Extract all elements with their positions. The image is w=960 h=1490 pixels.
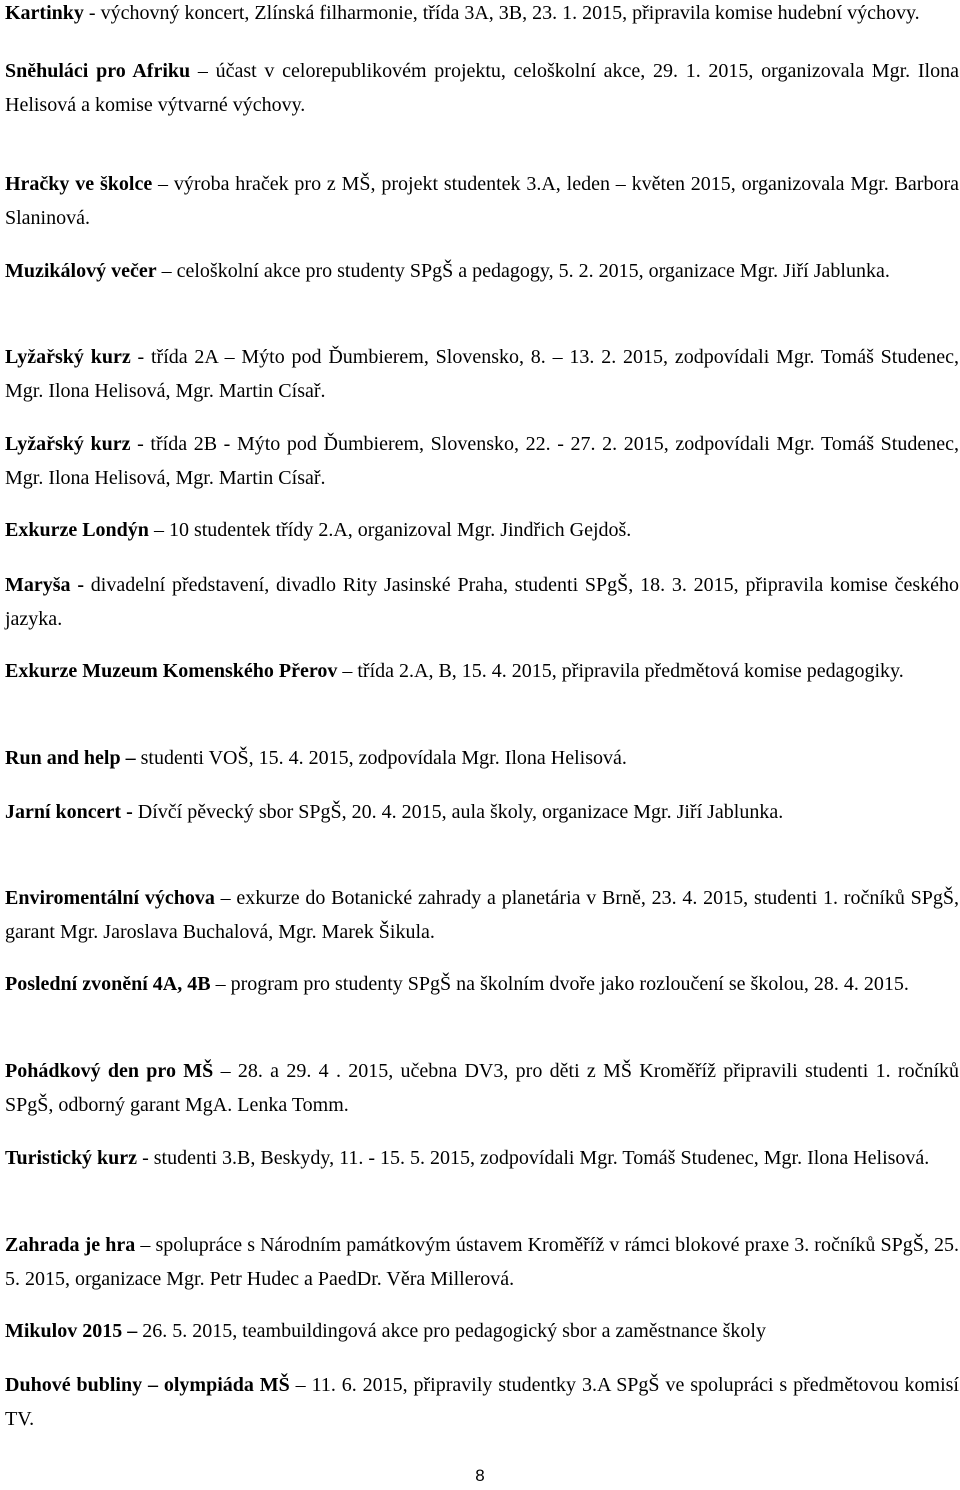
entry-mikulov	[5, 1314, 959, 1348]
entry-zahrada-je-hra	[5, 1228, 959, 1296]
entry-text: – exkurze do Botanické zahrady a planetária v Brně, 23. 4. 2015, studenti 1. ročníků SPgŠ, garant Mgr. Jaroslava Buchalová, Mgr. Marek Šikula.	[5, 887, 959, 943]
entry-lyzarsky-kurz-2a	[5, 340, 959, 408]
entry-title: Muzikálový večer	[5, 260, 157, 282]
entry-marysa	[5, 568, 959, 636]
entry-text: – 11. 6. 2015, připravily studentky 3.A SPgŠ ve spolupráci s předmětovou komisí TV.	[5, 1374, 959, 1430]
entry-run-and-help	[5, 741, 959, 775]
entry-title: Enviromentální výchova	[5, 887, 215, 909]
entry-exkurze-prerov	[5, 654, 959, 688]
entry-title: Jarní koncert -	[5, 801, 133, 823]
entry-title: Lyžařský kurz	[5, 346, 131, 368]
entry-text: – spolupráce s Národním památkovým ústavem Kroměříž v rámci blokové praxe 3. ročníků SPgŠ, 25. 5. 2015, organizace Mgr. Petr Hudec a PaedDr. Věra Millerová.	[5, 1234, 959, 1290]
entry-text: – celoškolní akce pro studenty SPgŠ a pedagogy, 5. 2. 2015, organizace Mgr. Jiří Jablunka.	[156, 260, 890, 282]
entry-posledni-zvoneni	[5, 967, 959, 1001]
entry-title: Lyžařský kurz	[5, 433, 131, 455]
entry-enviromentalni-vychova	[5, 881, 959, 949]
entry-title: Sněhuláci pro Afriku	[5, 60, 191, 82]
entry-title: Kartinky	[5, 2, 84, 24]
entry-text: – 10 studentek třídy 2.A, organizoval Mgr. Jindřich Gejdoš.	[148, 519, 632, 541]
entry-text: studenti VOŠ, 15. 4. 2015, zodpovídala Mgr. Ilona Helisová.	[135, 747, 627, 769]
entry-duhove-bubliny	[5, 1368, 959, 1436]
entry-title: Zahrada je hra	[5, 1234, 136, 1256]
entry-lyzarsky-kurz-2b	[5, 427, 959, 495]
entry-text: - studenti 3.B, Beskydy, 11. - 15. 5. 2015, zodpovídali Mgr. Tomáš Studenec, Mgr. Ilona Helisová.	[137, 1147, 930, 1169]
entry-text: - třída 2A – Mýto pod Ďumbierem, Slovensko, 8. – 13. 2. 2015, zodpovídali Mgr. Tomáš Studenec, Mgr. Ilona Helisová, Mgr. Martin Císař.	[5, 346, 959, 402]
entry-jarni-koncert	[5, 795, 959, 829]
entry-turisticky-kurz	[5, 1141, 959, 1175]
entry-title: Hračky ve školce	[5, 173, 153, 195]
page-number: 8	[475, 1466, 485, 1485]
entry-title: Turistický kurz	[5, 1147, 138, 1169]
entry-hracky	[5, 167, 959, 235]
entry-title: Maryša -	[5, 574, 84, 596]
entry-title: Run and help –	[5, 747, 136, 769]
entry-title: Exkurze Muzeum Komenského Přerov	[5, 660, 338, 682]
entry-kartinky	[5, 0, 959, 30]
entry-text: divadelní představení, divadlo Rity Jasinské Praha, studenti SPgŠ, 18. 3. 2015, připravila komise českého jazyka.	[5, 574, 959, 630]
entry-muzikalovy-vecer	[5, 254, 959, 288]
entry-title: Poslední zvonění 4A, 4B	[5, 973, 211, 995]
entry-text: - třída 2B - Mýto pod Ďumbierem, Slovensko, 22. - 27. 2. 2015, zodpovídali Mgr. Tomáš Studenec, Mgr. Ilona Helisová, Mgr. Martin Císař.	[5, 433, 959, 489]
entry-text: - výchovný koncert, Zlínská filharmonie, třída 3A, 3B, 23. 1. 2015, připravila komise hudební výchovy.	[83, 2, 920, 24]
entry-title: Mikulov 2015 –	[5, 1320, 138, 1342]
entry-exkurze-londyn	[5, 513, 959, 547]
entry-text: 26. 5. 2015, teambuildingová akce pro pedagogický sbor a zaměstnance školy	[137, 1320, 766, 1342]
entry-text: Dívčí pěvecký sbor SPgŠ, 20. 4. 2015, aula školy, organizace Mgr. Jiří Jablunka.	[132, 801, 784, 823]
entry-text: – třída 2.A, B, 15. 4. 2015, připravila předmětová komise pedagogiky.	[337, 660, 904, 682]
entry-pohadkovy-den	[5, 1054, 959, 1122]
entry-text: – účast v celorepublikovém projektu, celoškolní akce, 29. 1. 2015, organizovala Mgr. Ilona Helisová a komise výtvarné výchovy.	[5, 60, 959, 116]
entry-snehulaci	[5, 54, 959, 122]
entry-text: – výroba hraček pro z MŠ, projekt studentek 3.A, leden – květen 2015, organizovala Mgr. Barbora Slaninová.	[5, 173, 960, 229]
entry-title: Exkurze Londýn	[5, 519, 149, 541]
entry-title: Pohádkový den pro MŠ	[5, 1060, 214, 1082]
entry-text: – program pro studenty SPgŠ na školním dvoře jako rozloučení se školou, 28. 4. 2015.	[210, 973, 909, 995]
entry-title: Duhové bubliny – olympiáda MŠ	[5, 1374, 290, 1396]
entry-text: – 28. a 29. 4 . 2015, učebna DV3, pro děti z MŠ Kroměříž připravili studenti 1. ročníků SPgŠ, odborný garant MgA. Lenka Tomm.	[5, 1060, 959, 1116]
